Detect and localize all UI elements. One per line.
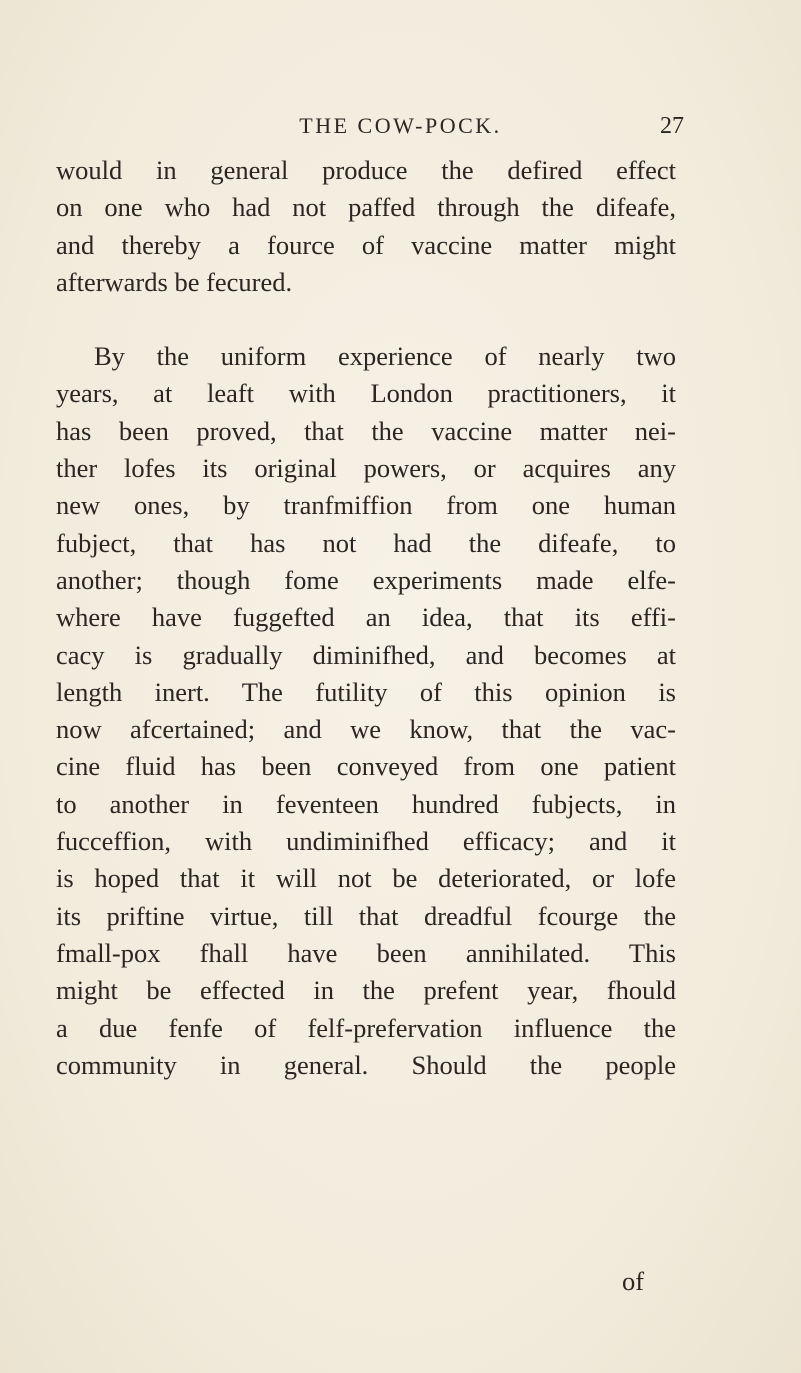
text-line: fucceffion, with undiminifhed efficacy; and it: [56, 826, 676, 857]
text-line: a due fenfe of felf-prefervation influence the: [56, 1012, 676, 1043]
text-line: afterwards be fecured.: [56, 266, 293, 297]
text-line: has been proved, that the vaccine matter nei-: [56, 415, 676, 446]
text-line: years, at leaft with London practitioners, it: [56, 378, 676, 409]
paragraph-gap: [56, 301, 676, 338]
page-number: 27: [660, 113, 684, 139]
catchword: of: [622, 1266, 645, 1296]
text-line: to another in feventeen hundred fubjects, in: [56, 788, 676, 819]
text-line: on one who had not paffed through the difeafe,: [56, 192, 676, 223]
paragraph-1: [56, 152, 676, 301]
text-line: now afcertained; and we know, that the vac-: [56, 714, 676, 745]
body-text: [56, 152, 676, 1084]
text-line: ther lofes its original powers, or acquires any: [56, 453, 676, 484]
paragraph-2: [56, 338, 676, 1084]
text-line: is hoped that it will not be deteriorated, or lofe: [56, 863, 676, 894]
text-line: might be effected in the prefent year, fhould: [56, 975, 676, 1006]
text-line: would in general produce the defired effect: [56, 155, 676, 185]
text-line: its priftine virtue, till that dreadful fcourge the: [56, 900, 676, 931]
text-line: length inert. The futility of this opinion is: [56, 676, 676, 707]
text-line: By the uniform experience of nearly two: [94, 341, 676, 372]
text-line: community in general. Should the people: [56, 1049, 676, 1080]
running-head-title: THE COW-POCK.: [299, 113, 502, 138]
text-line: cacy is gradually diminifhed, and becomes at: [56, 639, 676, 670]
running-head: [0, 113, 801, 143]
text-line: fubject, that has not had the difeafe, to: [56, 527, 676, 558]
text-line: cine fluid has been conveyed from one patient: [56, 751, 676, 782]
text-line: another; though fome experiments made elfe-: [56, 564, 676, 595]
text-line: and thereby a fource of vaccine matter might: [56, 229, 676, 260]
text-line: new ones, by tranfmiffion from one human: [56, 490, 676, 521]
text-line: where have fuggefted an idea, that its effi-: [56, 602, 676, 633]
text-line: fmall-pox fhall have been annihilated. This: [56, 937, 676, 968]
